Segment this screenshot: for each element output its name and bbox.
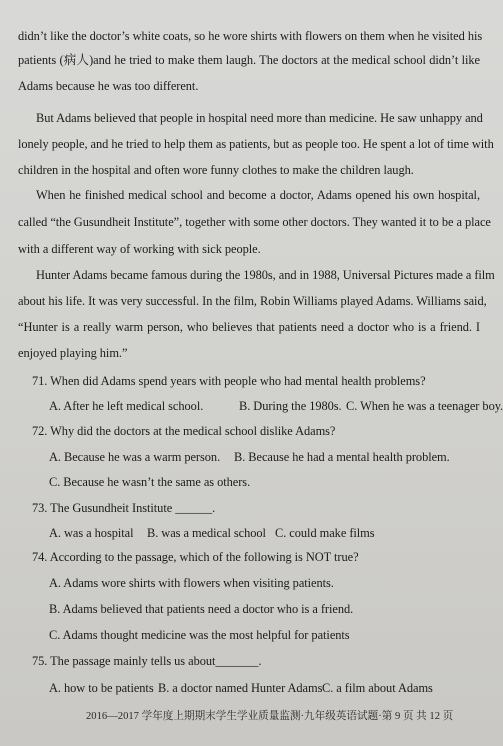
question-71-option-b: B. During the 1980s. xyxy=(239,399,342,413)
passage-line: enjoyed playing him.” xyxy=(18,346,128,360)
passage-line: didn’t like the doctor’s white coats, so he wore shirts with flowers on them when he visited his xyxy=(18,29,483,43)
question-74-option-c: C. Adams thought medicine was the most helpful for patients xyxy=(49,628,350,642)
question-73-option-b: B. was a medical school xyxy=(147,526,266,540)
passage-line: with a different way of working with sick people. xyxy=(18,242,261,256)
question-72-option-c: C. Because he wasn’t the same as others. xyxy=(49,475,251,489)
question-71-option-a: A. After he left medical school. xyxy=(49,399,204,413)
passage-line: When he finished medical school and become a doctor, Adams opened his own hospital, xyxy=(36,188,480,202)
question-71-stem: 71. When did Adams spend years with people who had mental health problems? xyxy=(32,374,426,388)
passage-line: lonely people, and he tried to help them as patients, but as people too. He spent a lot of time with xyxy=(18,137,494,151)
passage-line: about his life. It was very successful. In the film, Robin Williams played Adams. Williams said, xyxy=(18,294,487,308)
question-73-option-c: C. could make films xyxy=(275,526,375,540)
question-75-stem: 75. The passage mainly tells us about_______. xyxy=(32,654,262,668)
question-71-option-c: C. When he was a teenager boy. xyxy=(346,399,503,413)
question-74-option-a: A. Adams wore shirts with flowers when visiting patients. xyxy=(49,576,334,590)
passage-line: Adams because he was too different. xyxy=(18,79,199,93)
passage-line: patients (病人)and he tried to make them laugh. The doctors at the medical school didn’t like xyxy=(18,53,480,67)
page-footer: 2016—2017 学年度上期期末学生学业质量监测·九年级英语试题·第 9 页 共 12 页 xyxy=(86,711,454,722)
question-73-option-a: A. was a hospital xyxy=(49,526,134,540)
question-72-option-a: A. Because he was a warm person. xyxy=(49,450,221,464)
question-74-option-b: B. Adams believed that patients need a doctor who is a friend. xyxy=(49,602,354,616)
passage-line: children in the hospital and often wore funny clothes to make the children laugh. xyxy=(18,163,414,177)
passage-line: But Adams believed that people in hospital need more than medicine. He saw unhappy and xyxy=(36,111,483,125)
question-72-option-b: B. Because he had a mental health problem. xyxy=(234,450,450,464)
passage-line: “Hunter is a really warm person, who believes that patients need a doctor who is a friend. I xyxy=(18,320,480,334)
question-75-option-a: A. how to be patients xyxy=(49,681,154,695)
question-74-stem: 74. According to the passage, which of the following is NOT true? xyxy=(32,550,359,564)
question-72-stem: 72. Why did the doctors at the medical school dislike Adams? xyxy=(32,424,336,438)
question-75-option-b: B. a doctor named Hunter Adams xyxy=(158,681,323,695)
passage-line: called “the Gusundheit Institute”, together with some other doctors. They wanted it to be a place xyxy=(18,215,491,229)
question-73-stem: 73. The Gusundheit Institute ______. xyxy=(32,501,216,515)
passage-line: Hunter Adams became famous during the 1980s, and in 1988, Universal Pictures made a film xyxy=(36,268,495,282)
question-75-option-c: C. a film about Adams xyxy=(322,681,433,695)
